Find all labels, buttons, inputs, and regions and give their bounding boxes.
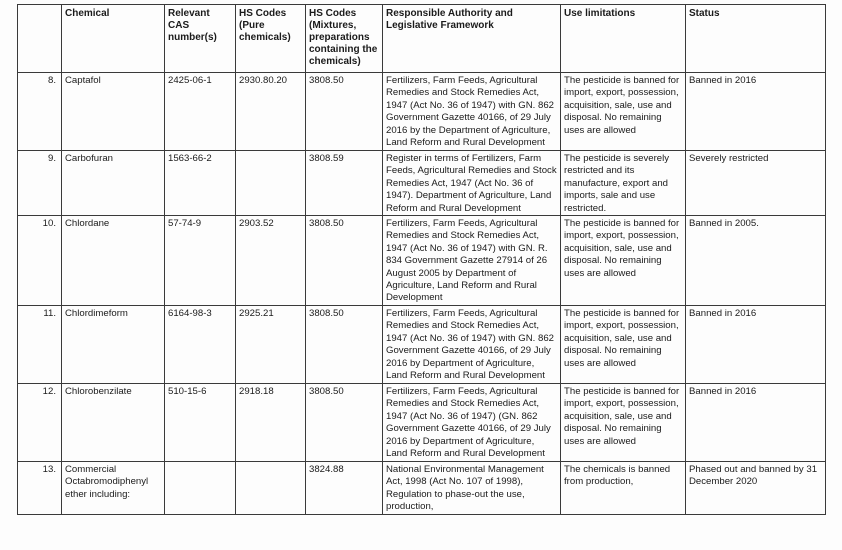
hs-code-mixtures: 3824.88 bbox=[306, 461, 383, 514]
hs-code-mixtures: 3808.50 bbox=[306, 216, 383, 306]
header-cas: Relevant CAS number(s) bbox=[165, 5, 236, 73]
row-number: 10. bbox=[18, 216, 62, 306]
header-use-limitations: Use limitations bbox=[561, 5, 686, 73]
row-number: 8. bbox=[18, 73, 62, 151]
use-limitations-text: The pesticide is banned for import, export, possession, acquisition, sale, use and disposal. No remaining uses are allowed bbox=[561, 216, 686, 306]
hs-code-mixtures: 3808.50 bbox=[306, 73, 383, 151]
status-text: Phased out and banned by 31 December 2020 bbox=[686, 461, 826, 514]
chemical-name: Chlordimeform bbox=[62, 305, 165, 383]
authority-text: National Environmental Management Act, 1998 (Act No. 107 of 1998), Regulation to phase-out the use, production, bbox=[383, 461, 561, 514]
chemical-regulation-table bbox=[17, 4, 826, 515]
cas-number: 57-74-9 bbox=[165, 216, 236, 306]
header-authority: Responsible Authority and Legislative Framework bbox=[383, 5, 561, 73]
chemical-name: Chlorobenzilate bbox=[62, 383, 165, 461]
table-row bbox=[18, 151, 826, 216]
row-number: 9. bbox=[18, 151, 62, 216]
hs-code-pure bbox=[236, 461, 306, 514]
hs-code-pure: 2918.18 bbox=[236, 383, 306, 461]
use-limitations-text: The pesticide is banned for import, export, possession, acquisition, sale, use and disposal. No remaining uses are allowed bbox=[561, 305, 686, 383]
status-text: Banned in 2016 bbox=[686, 383, 826, 461]
authority-text: Register in terms of Fertilizers, Farm Feeds, Agricultural Remedies and Stock Remedies Act, 1947 (Act No. 36 of 1947). Department of Agriculture, Land Reform and Rural Development bbox=[383, 151, 561, 216]
hs-code-pure bbox=[236, 151, 306, 216]
chemical-name: Captafol bbox=[62, 73, 165, 151]
hs-code-mixtures: 3808.59 bbox=[306, 151, 383, 216]
hs-code-pure: 2925.21 bbox=[236, 305, 306, 383]
use-limitations-text: The pesticide is severely restricted and its manufacture, export and imports, sale and use restricted. bbox=[561, 151, 686, 216]
authority-text: Fertilizers, Farm Feeds, Agricultural Remedies and Stock Remedies Act, 1947 (Act No. 36 of 1947) with GN. 862 Government Gazette 40166, of 29 July 2016 by Department of Agriculture, Land Reform and Rural Development bbox=[383, 305, 561, 383]
table-row bbox=[18, 216, 826, 306]
authority-text: Fertilizers, Farm Feeds, Agricultural Remedies and Stock Remedies Act, 1947 (Act No. 36 of 1947) with GN. R. 834 Government Gazette 27914 of 26 August 2005 by Department of Agriculture, Land Reform and Rural Development bbox=[383, 216, 561, 306]
header-chemical: Chemical bbox=[62, 5, 165, 73]
table-row bbox=[18, 383, 826, 461]
cas-number: 6164-98-3 bbox=[165, 305, 236, 383]
hs-code-mixtures: 3808.50 bbox=[306, 383, 383, 461]
row-number: 12. bbox=[18, 383, 62, 461]
table-row bbox=[18, 461, 826, 514]
hs-code-mixtures: 3808.50 bbox=[306, 305, 383, 383]
header-row bbox=[18, 5, 826, 73]
row-number: 13. bbox=[18, 461, 62, 514]
cas-number: 510-15-6 bbox=[165, 383, 236, 461]
use-limitations-text: The chemicals is banned from production, bbox=[561, 461, 686, 514]
use-limitations-text: The pesticide is banned for import, export, possession, acquisition, sale, use and disposal. No remaining uses are allowed bbox=[561, 383, 686, 461]
chemical-name: Carbofuran bbox=[62, 151, 165, 216]
cas-number: 1563-66-2 bbox=[165, 151, 236, 216]
header-hs-mixtures: HS Codes (Mixtures, preparations containing the chemicals) bbox=[306, 5, 383, 73]
cas-number: 2425-06-1 bbox=[165, 73, 236, 151]
hs-code-pure: 2930.80.20 bbox=[236, 73, 306, 151]
authority-text: Fertilizers, Farm Feeds, Agricultural Remedies and Stock Remedies Act, 1947 (Act No. 36 of 1947) with GN. 862 Government Gazette 40166, of 29 July 2016 by the Department of Agriculture, Land Reform and Rural Development bbox=[383, 73, 561, 151]
use-limitations-text: The pesticide is banned for import, export, possession, acquisition, sale, use and disposal. No remaining uses are allowed bbox=[561, 73, 686, 151]
chemical-name: Commercial Octabromodiphenyl ether including: bbox=[62, 461, 165, 514]
hs-code-pure: 2903.52 bbox=[236, 216, 306, 306]
row-number: 11. bbox=[18, 305, 62, 383]
status-text: Banned in 2016 bbox=[686, 305, 826, 383]
header-num bbox=[18, 5, 62, 73]
cas-number bbox=[165, 461, 236, 514]
status-text: Severely restricted bbox=[686, 151, 826, 216]
chemical-name: Chlordane bbox=[62, 216, 165, 306]
table-row bbox=[18, 73, 826, 151]
authority-text: Fertilizers, Farm Feeds, Agricultural Remedies and Stock Remedies Act, 1947 (Act No. 36 of 1947) (GN. 862 Government Gazette 40166, of 29 July 2016 by Department of Agriculture, Land Reform and Rural Development bbox=[383, 383, 561, 461]
status-text: Banned in 2016 bbox=[686, 73, 826, 151]
header-hs-pure: HS Codes (Pure chemicals) bbox=[236, 5, 306, 73]
header-status: Status bbox=[686, 5, 826, 73]
status-text: Banned in 2005. bbox=[686, 216, 826, 306]
table-row bbox=[18, 305, 826, 383]
